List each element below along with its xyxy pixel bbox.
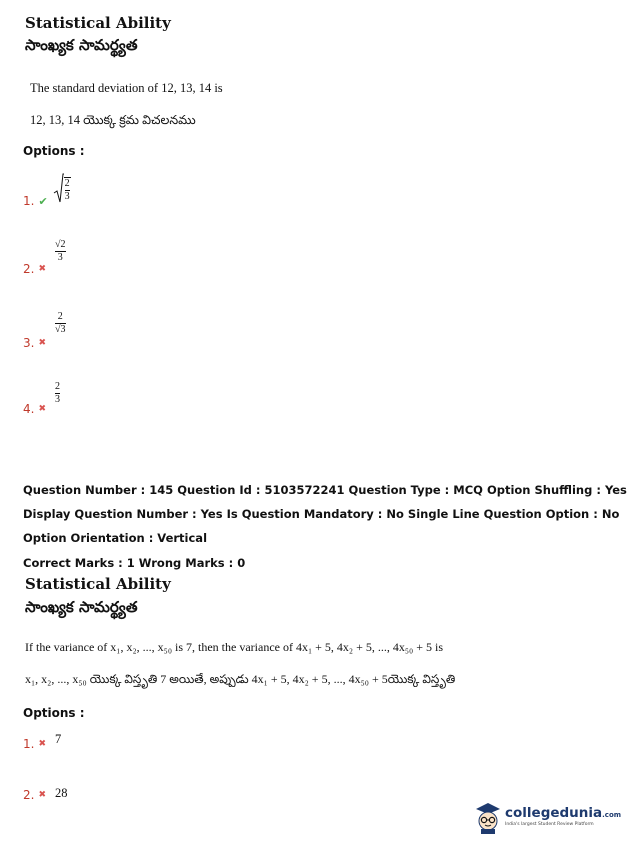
question-meta-line: Question Number : 145 Question Id : 5103572241 Question Type : MCQ Option Shuffling : Yes xyxy=(23,483,627,497)
section-title-telugu: సాంఖ్యక సామర్థ్యత xyxy=(25,36,138,54)
logo-tagline: India's largest Student Review Platform xyxy=(505,822,594,827)
option-1[interactable] xyxy=(23,170,71,208)
section-title: Statistical Ability xyxy=(25,575,171,593)
option-4[interactable] xyxy=(23,382,60,416)
option-3[interactable] xyxy=(23,312,66,350)
logo-suffix: .com xyxy=(602,811,622,819)
logo-name: collegedunia xyxy=(505,805,603,821)
option-value: $\frac{2}{3}$ xyxy=(55,381,60,405)
question-text-telugu: 12, 13, 14 యొక్క క్రమ విచలనము xyxy=(30,113,196,127)
option-value: $\frac{√2}{3}$ xyxy=(55,239,66,263)
option-value: $\frac{2}{√3}$ xyxy=(55,311,66,335)
section-title-telugu: సాంఖ్యక సామర్థ్యత xyxy=(25,598,138,616)
option-number: 1. xyxy=(23,194,35,208)
cross-icon: ✖ xyxy=(38,263,46,273)
sqrt-icon xyxy=(54,174,64,204)
option-number: 2. xyxy=(23,262,35,276)
collegedunia-logo xyxy=(473,800,621,834)
option-2[interactable] xyxy=(23,786,68,802)
section-title: Statistical Ability xyxy=(25,14,171,32)
option-number: 4. xyxy=(23,402,35,416)
question-text-telugu: x₁, x₂, ..., x₅₀ యొక్క విస్తృతి 7 అయితే, అప్పుడు 4x₁ + 5, 4x₂ + 5, ..., 4x₅₀ + 5యొక్క విస్తృతి xyxy=(25,672,456,686)
check-icon: ✔ xyxy=(38,195,48,208)
cross-icon: ✖ xyxy=(38,337,46,347)
question-meta-line: Option Orientation : Vertical xyxy=(23,531,208,545)
question-text: The standard deviation of 12, 13, 14 is xyxy=(30,81,223,95)
cross-icon: ✖ xyxy=(38,738,46,748)
option-number: 3. xyxy=(23,336,35,350)
question-meta-line: Correct Marks : 1 Wrong Marks : 0 xyxy=(23,556,246,570)
option-number: 1. xyxy=(23,737,35,751)
question-text: If the variance of x₁, x₂, ..., x₅₀ is 7, then the variance of 4x₁ + 5, 4x₂ + 5, ..., 4x₅₀ + 5 is xyxy=(25,640,444,654)
option-value: 7 xyxy=(55,732,62,746)
option-value: 28 xyxy=(55,786,68,800)
option-2[interactable] xyxy=(23,240,66,276)
question-meta-line: Display Question Number : Yes Is Question Mandatory : No Single Line Question Option : No xyxy=(23,507,620,521)
mascot-icon xyxy=(473,800,503,834)
option-value: $\frac{2}{3}$ xyxy=(54,174,71,204)
option-number: 2. xyxy=(23,788,35,802)
options-label: Options : xyxy=(23,706,85,720)
options-label: Options : xyxy=(23,144,85,158)
cross-icon: ✖ xyxy=(38,403,46,413)
cross-icon: ✖ xyxy=(38,789,46,799)
option-1[interactable] xyxy=(23,732,61,751)
